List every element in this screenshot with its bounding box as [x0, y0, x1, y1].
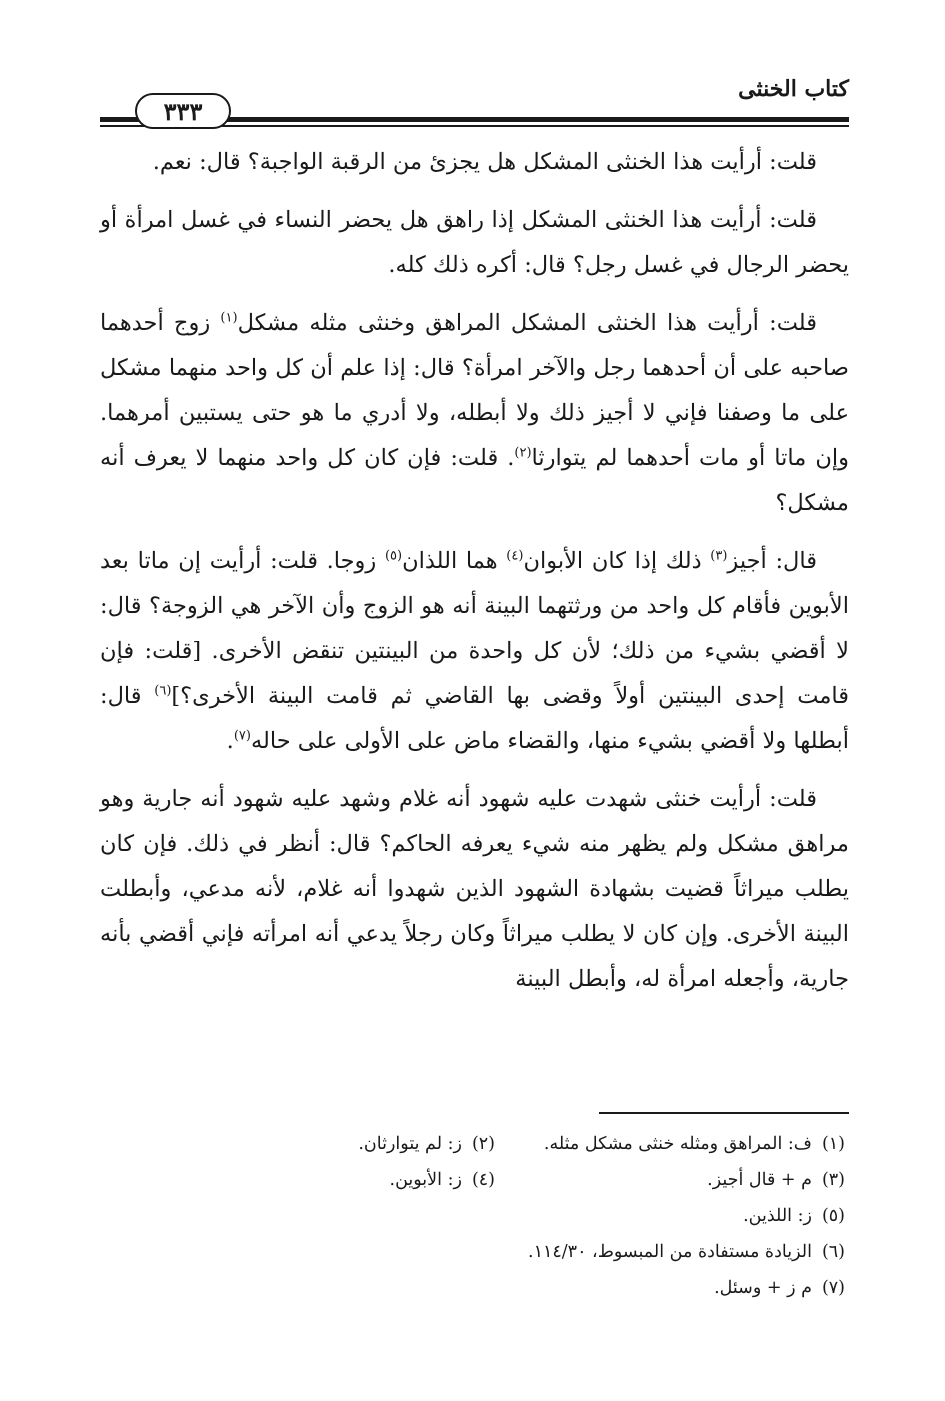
footnote	[495, 1126, 845, 1162]
paragraph-text: زوج أحدهما صاحبه على أن أحدهما رجل والآخر امرأة؟ قال: إذا علم أن كل واحد منهما مشكل على ما وصفنا فإني لا أجيز ذلك ولا أبطله، ولا أدري ما هو حتى يستبين أمرهما. وإن ماتا أو مات أحدهما لم يتوارثا	[100, 310, 849, 471]
footnote-row	[100, 1198, 845, 1234]
footnote-text: ز: الأبوين.	[389, 1170, 462, 1190]
footnote-marker: (٣)	[710, 548, 728, 564]
footnote	[495, 1270, 845, 1306]
footnote-marker: (٦)	[154, 683, 172, 699]
footnote-marker: (١)	[220, 310, 238, 326]
footnote-text: م ز + وسئل.	[714, 1278, 812, 1298]
footnotes	[100, 1126, 845, 1306]
paragraph-text: قلت: أرأيت هذا الخنثى المشكل هل يجزئ من الرقبة الواجبة؟ قال: نعم.	[152, 149, 817, 175]
footnote-row	[100, 1126, 845, 1162]
paragraph	[100, 539, 849, 764]
footnote-text: ف: المراهق ومثله خنثى مشكل مثله.	[543, 1134, 812, 1154]
page-number-badge	[135, 93, 231, 129]
footnote	[145, 1162, 495, 1198]
footnote-number: (٦)	[821, 1242, 845, 1262]
paragraph-text: زوجا. قلت: أرأيت إن ماتا بعد الأبوين فأقام كل واحد من ورثتهما البينة أنه هو الزوج وأن الآخر هي الزوجة؟ قال: لا أقضي بشيء من ذلك؛ لأن كل واحدة من البينتين تنقض الأخرى. [قلت: فإن قامت إحدى البينتين أولاً وقضى بها القاضي ثم قامت البينة الأخرى؟]	[100, 548, 849, 709]
paragraph	[100, 198, 849, 288]
page-number: ٣٣٣	[163, 96, 203, 126]
footnote	[145, 1126, 495, 1162]
paragraph-text: هما اللذان	[402, 548, 507, 574]
footnote	[495, 1198, 845, 1234]
footnote-number: (١)	[821, 1134, 845, 1154]
footnote-number: (٢)	[471, 1134, 495, 1154]
footnote-marker: (٥)	[384, 548, 403, 564]
footnote-separator	[599, 1112, 849, 1114]
footnote-marker: (٧)	[233, 728, 251, 744]
paragraph-text: قلت: أرأيت خنثى شهدت عليه شهود أنه غلام وشهد عليه شهود أنه جارية وهو مراهق مشكل ولم يظهر منه شيء يعرفه الحاكم؟ قال: أنظر في ذلك. فإن كان يطلب ميراثاً قضيت بشهادة الشهود الذين شهدوا أنه غلام، لأنه مدعي، وأبطلت البينة الأخرى. وإن كان لا يطلب ميراثاً وكان رجلاً يدعي أنه امرأته فإني أقضي بأنه جارية، وأجعله امرأة له، وأبطل البينة	[100, 786, 849, 992]
paragraph-text: . قلت: فإن كان كل واحد منهما لا يعرف أنه مشكل؟	[100, 445, 849, 516]
footnote-text: م + قال أجيز.	[707, 1170, 812, 1190]
paragraph	[100, 140, 849, 185]
footnote	[495, 1162, 845, 1198]
paragraph	[100, 777, 849, 1002]
footnote-marker: (٢)	[514, 445, 532, 461]
footnote-number: (٥)	[821, 1206, 845, 1226]
footnote-text: ز: اللذين.	[743, 1206, 812, 1226]
footnote-row	[100, 1234, 845, 1270]
footnote-number: (٧)	[821, 1278, 845, 1298]
paragraph	[100, 301, 849, 526]
footnote-number: (٣)	[821, 1170, 845, 1190]
paragraph-text: قال: أجيز	[727, 548, 817, 574]
paragraph-text: .	[226, 728, 234, 754]
footnote	[495, 1234, 845, 1270]
paragraph-text: ذلك إذا كان الأبوان	[523, 548, 711, 574]
main-text	[100, 140, 849, 1015]
footnote-row	[100, 1162, 845, 1198]
running-header-title: كتاب الخنثى	[738, 76, 849, 102]
footnote-marker: (٤)	[506, 548, 524, 564]
footnote-number: (٤)	[471, 1170, 495, 1190]
footnote-row	[100, 1270, 845, 1306]
footnote-text: الزيادة مستفادة من المبسوط، ١١٤/٣٠.	[528, 1242, 812, 1262]
paragraph-text: قال: أبطلها ولا أقضي بشيء منها، والقضاء ماض على الأولى على حاله	[100, 683, 849, 754]
paragraph-text: قلت: أرأيت هذا الخنثى المشكل إذا راهق هل يحضر النساء في غسل امرأة أو يحضر الرجال في غسل رجل؟ قال: أكره ذلك كله.	[100, 207, 849, 278]
paragraph-text: قلت: أرأيت هذا الخنثى المشكل المراهق وخنثى مثله مشكل	[237, 310, 817, 336]
footnote-text: ز: لم يتوارثان.	[358, 1134, 462, 1154]
